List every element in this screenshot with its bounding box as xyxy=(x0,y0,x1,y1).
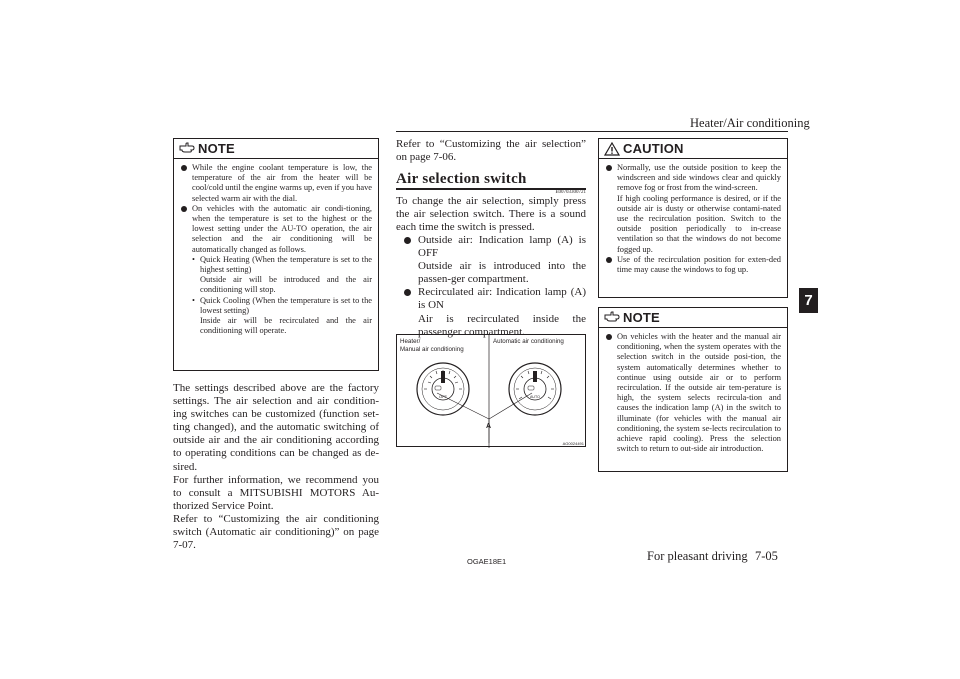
note-bullet: While the engine coolant temperature is low, the temperature of the air from the heater will be cool/cold until the engine warms up, even if you have selected warm air with the dial. xyxy=(180,163,372,204)
caution-body xyxy=(599,159,787,279)
caution-label: CAUTION xyxy=(623,141,684,156)
caution-text: Normally, use the outside position to keep the windscreen and side windows clear and quickly remove fog or frost from the wind-screen. xyxy=(617,163,781,193)
bullet-title: Outside air: Indication lamp (A) is OFF xyxy=(418,233,586,260)
air-selection-figure xyxy=(396,334,586,447)
note-sub-bullet xyxy=(180,296,372,316)
left-body-text xyxy=(173,382,379,552)
note-bullet: On vehicles with the heater and the manual air conditioning, when the system operates with the selection switch in the outside posi-tion, the system automatically determines whether to continue using outside air or to perform recirculation. If the outside air tem-perature is high, the system selects recircula-tion and causes the indication lamp (A) in the switch to illuminate (for vehicles with the manual air conditioning, the system se-lects recirculation to achieve rapid cooling). Press the selection switch to return to out-side air introduction. xyxy=(605,332,781,454)
sub-bullet-body: Outside air will be introduced and the air conditioning will stop. xyxy=(200,275,372,295)
pointing-hand-icon xyxy=(604,311,620,323)
note-label: NOTE xyxy=(623,310,660,325)
dials-drawing xyxy=(397,335,587,448)
warning-triangle-icon xyxy=(604,142,620,156)
figure-label-line: Manual air conditioning xyxy=(400,345,464,353)
callout-a: A xyxy=(486,423,492,430)
dial-right-text: AUTO xyxy=(530,395,540,399)
caution-bullet: Use of the recirculation position for exten-ded time may cause the windows to fog up. xyxy=(605,255,781,275)
footer-doc-code: OGAE18E1 xyxy=(467,557,507,566)
chapter-tab: 7 xyxy=(799,288,818,313)
caution-header xyxy=(599,139,787,159)
sub-bullet-title: Quick Heating (When the temperature is set to the highest setting) xyxy=(200,254,372,275)
paragraph: Refer to “Customizing the air conditioning switch (Automatic air conditioning)” on page 7-07. xyxy=(173,512,379,552)
paragraph: For further information, we recommend you to consult a MITSUBISHI MOTORS Au-thorized Service Point. xyxy=(173,473,379,512)
caution-box xyxy=(598,138,788,298)
sub-bullet-title: Quick Cooling (When the temperature is set to the lowest setting) xyxy=(200,295,372,315)
caution-text: If high cooling performance is desired, or if the outside air is dusty or otherwise contami-nated use the recirculation position. Switch to the outside position periodically to in-crease ventilation so that the windows do not become fogged up. xyxy=(617,193,781,254)
bullet-body: Air is recirculated inside the passenger compartment. xyxy=(418,312,586,338)
note-body xyxy=(174,159,378,340)
header-rule xyxy=(396,131,788,132)
sub-bullet-marker: • xyxy=(192,254,195,264)
figure-label-line: Heater/ xyxy=(400,338,421,345)
caution-bullet xyxy=(605,163,781,255)
sub-bullet-body: Inside air will be recirculated and the air conditioning will operate. xyxy=(200,316,372,336)
note-body xyxy=(599,328,787,458)
note-box-right xyxy=(598,307,788,472)
note-label: NOTE xyxy=(198,141,235,156)
sub-bullet-marker: • xyxy=(192,295,195,305)
bullet-recirculated-air xyxy=(396,286,586,338)
section-title: Air selection switch xyxy=(396,171,527,188)
footer-page-number: 7-05 xyxy=(755,549,778,563)
note-box-left xyxy=(173,138,379,371)
running-header: Heater/Air conditioning xyxy=(690,116,810,130)
paragraph: To change the air selection, simply press the air selection switch. There is a sound each time the switch is pressed. xyxy=(396,194,586,233)
bullet-outside-air xyxy=(396,234,586,286)
note-sub-bullet xyxy=(180,255,372,275)
pointing-hand-icon xyxy=(179,142,195,154)
note-box-header xyxy=(599,308,787,328)
auto-dial-icon xyxy=(509,363,561,415)
note-box-header xyxy=(174,139,378,159)
section-code: E00703300721 xyxy=(555,189,586,195)
bullet-title: Recirculated air: Indication lamp (A) is ON xyxy=(418,286,586,312)
figure-label-right: Automatic air conditioning xyxy=(493,338,564,345)
manual-dial-icon xyxy=(417,363,469,415)
dial-left-text: OFF xyxy=(439,394,447,399)
paragraph: The settings described above are the factory settings. The air selection and air condition-ing switches can be customized (function set-ting changed), and the automatic switching of outside air and the air conditioning according to operating conditions can be changed as de-sired. xyxy=(173,382,379,473)
footer-section: For pleasant driving xyxy=(647,549,748,563)
figure-id: AG0024491 xyxy=(562,441,584,446)
note-bullet: On vehicles with the automatic air condi-tioning, when the temperature is set to the highest or the lowest setting under the AU-TO operation, the air selection and the air conditioning will be automatically changed as follows. xyxy=(180,204,372,255)
cross-reference: Refer to “Customizing the air selection” on page 7-06. xyxy=(396,138,586,164)
bullet-body: Outside air is introduced into the passen-ger compartment. xyxy=(418,260,586,286)
middle-column xyxy=(396,138,586,339)
